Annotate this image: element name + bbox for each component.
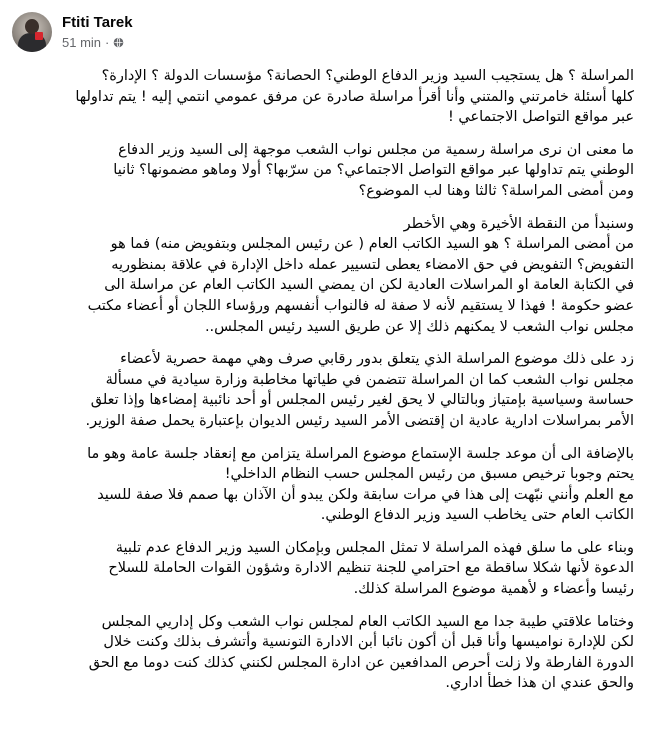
- paragraph-line: وبناء على ما سلق فهذه المراسلة لا تمثل المجلس وبإمكان السيد وزير الدفاع عدم تلبية: [115, 539, 634, 556]
- post-paragraph: [12, 538, 634, 600]
- paragraph-line: ما معنى ان نرى مراسلة رسمية من مجلس نواب الشعب موجهة إلى السيد وزير الدفاع: [118, 141, 634, 158]
- paragraph-line: حساسة وسياسية بإمتياز وبالتالي لا يحق لغير رئيس المجلس أو أحد نائبية إمضاءها وإذا تعلق: [90, 392, 634, 409]
- paragraph-line: مع العلم وأنني نبّهت إلى هذا في مرات سابقة ولكن يبدو أن الآذان بها صمم فلا صفة للسيد: [97, 486, 634, 503]
- post-paragraph: [12, 214, 634, 338]
- separator-dot: ·: [105, 35, 110, 50]
- author-name[interactable]: Ftiti Tarek: [62, 14, 133, 31]
- paragraph-line: من أمضى المراسلة ؟ هو السيد الكاتب العام ( عن رئيس المجلس وبتفويض منه) فما هو: [110, 236, 634, 253]
- paragraph-line: عبر مواقع التواصل الاجتماعي !: [447, 109, 634, 126]
- paragraph-line: المراسلة ؟ هل يستجيب السيد وزير الدفاع الوطني؟ الحصانة؟ مؤسسات الدولة ؟ الإدارة؟: [101, 68, 634, 84]
- paragraph-line: الدورة الفارطة ولا زلت أحرص المدافعين عن ادارة المجلس لكنني كذلك كنت دوما مع الحق: [88, 654, 634, 671]
- paragraph-line: الدعوة لأنها شكلا ساقطة مع احترامي للجنة تنظيم الادارة وشؤون القوات الحاملة للسلاح: [108, 560, 634, 577]
- post-paragraph: [12, 66, 634, 128]
- paragraph-line: وختاما علاقتي طيبة جدا مع السيد الكاتب العام لمجلس نواب الشعب وكل إداريي المجلس: [101, 613, 634, 630]
- paragraph-line: عضو حكومة ! فهذا لا يستقيم لأنه لا صفة له فالنواب أنفسهم ورؤساء اللجان أو أعضاء مكتب: [87, 297, 634, 314]
- paragraph-line: الكاتب العام حتى يخاطب السيد وزير الدفاع الوطني.: [320, 507, 634, 524]
- paragraph-line: لكن للإدارة نواميسها وأنا قبل أن أكون نائبا أبن الادارة التونسية وأتشرف بذلك وكنت خلال: [103, 634, 634, 651]
- post-time-row: [62, 34, 133, 51]
- paragraph-line: رئيسا وأعضاء و لأهمية موضوع المراسلة كذلك.: [353, 581, 634, 598]
- paragraph-line: مجلس نواب الشعب لا يمكنهم ذلك إلا عن طريق السيد رئيس المجلس..: [204, 318, 634, 335]
- paragraph-line: ومن أمضى المراسلة؟ ثالثا وهنا لب الموضوع؟: [358, 182, 634, 199]
- post-body: [12, 66, 634, 706]
- paragraph-line: الأمر بمراسلات ادارية عادية ان إقتضى الأمر السيد رئيس الديوان بإعتبارة يحمل صفة الوزير.: [85, 412, 634, 429]
- post-paragraph: [12, 140, 634, 202]
- paragraph-line: في الكتابة العامة او المراسلات العادية لكن ان يمضي السيد الكاتب العام عن مراسلة الى: [104, 277, 634, 294]
- post-header: [12, 10, 133, 54]
- paragraph-line: بالإضافة الى أن موعد جلسة الإستماع موضوع المراسلة يتزامن مع إنعقاد جلسة عامة وهو ما: [87, 445, 634, 462]
- paragraph-line: زد على ذلك موضوع المراسلة الذي يتعلق بدور رقابي صرف وهي مهمة حصرية لأعضاء: [120, 351, 634, 368]
- post-meta: [62, 13, 133, 51]
- post-paragraph: [12, 612, 634, 694]
- paragraph-line: التفويض؟ التفويض في حق الامضاء يعطى لتسيير عمله داخل الإدارة في علاقة بمنظوريه: [111, 256, 634, 273]
- paragraph-line: وسنبدأ من النقطة الأخيرة وهي الأخطر: [403, 215, 634, 232]
- post-paragraph: [12, 349, 634, 431]
- paragraph-line: الوطني يتم تداولها عبر مواقع التواصل الاجتماعي؟ من سرّبها؟ أولا وماهو مضمونها؟ ثانيا: [113, 162, 634, 179]
- paragraph-line: مجلس نواب الشعب كما ان المراسلة تتضمن في طياتها مخاطبة وزارة سيادية في مسألة: [105, 371, 634, 388]
- avatar[interactable]: [12, 12, 52, 52]
- globe-icon[interactable]: [113, 37, 124, 48]
- paragraph-line: يحتم وجوبا ترخيص مسبق من رئيس المجلس حسب النظام الداخلي!: [224, 466, 634, 483]
- post-paragraph: [12, 444, 634, 526]
- paragraph-line: والحق عندي ان هذا خطأ اداري.: [445, 675, 634, 692]
- paragraph-line: كلها أسئلة خامرتني والمتني وأنا أقرأ مراسلة صادرة عن مرفق عمومي انتمي إليه ! يتم تداولها: [75, 88, 634, 105]
- post-timestamp[interactable]: 51 min: [62, 35, 102, 50]
